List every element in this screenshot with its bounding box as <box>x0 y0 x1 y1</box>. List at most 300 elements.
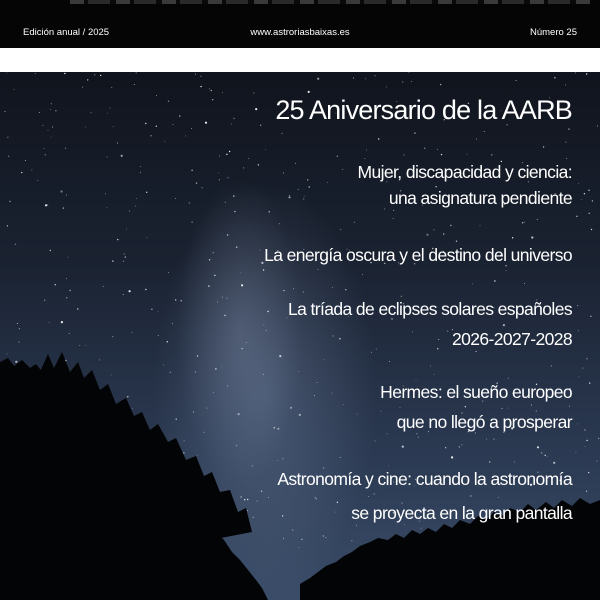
star <box>197 455 198 456</box>
star <box>94 74 95 75</box>
star <box>253 517 254 518</box>
star <box>52 127 53 128</box>
star <box>277 428 279 430</box>
star <box>389 361 390 362</box>
star <box>151 309 152 310</box>
star <box>402 82 403 83</box>
star <box>140 172 141 173</box>
star <box>537 446 539 448</box>
star <box>164 141 165 142</box>
star <box>298 371 299 372</box>
star <box>472 283 473 284</box>
star <box>402 446 404 448</box>
star <box>301 539 302 540</box>
star <box>586 73 587 74</box>
star <box>66 278 67 279</box>
headline-line: Hermes: el sueño europeo <box>380 382 572 402</box>
star <box>257 501 258 502</box>
star <box>403 154 404 155</box>
star <box>85 127 86 128</box>
star <box>592 200 593 201</box>
star <box>204 432 205 433</box>
star <box>214 275 215 276</box>
star <box>314 395 315 396</box>
star <box>547 456 548 457</box>
star <box>211 90 212 91</box>
star <box>253 93 254 94</box>
star <box>140 166 141 167</box>
star <box>55 284 56 285</box>
star <box>121 155 123 157</box>
star <box>195 74 196 75</box>
star <box>82 87 83 88</box>
star <box>50 250 51 251</box>
article-headline <box>288 294 572 354</box>
star <box>430 365 431 366</box>
star <box>189 203 190 204</box>
star <box>175 198 176 199</box>
star <box>263 374 264 375</box>
star <box>586 358 587 359</box>
star <box>596 461 597 462</box>
star <box>332 393 333 394</box>
star <box>209 88 210 89</box>
star <box>578 376 579 377</box>
star <box>196 182 197 183</box>
star <box>66 297 67 298</box>
star <box>179 115 180 116</box>
star <box>274 427 275 428</box>
star <box>132 332 133 333</box>
edition-label: Edición anual / 2025 <box>23 27 110 38</box>
star <box>176 419 177 420</box>
star <box>156 126 157 127</box>
star <box>366 149 367 150</box>
star <box>279 355 281 357</box>
cropped-header-text <box>70 0 590 4</box>
star <box>218 172 219 173</box>
star <box>414 132 415 133</box>
star <box>224 315 225 316</box>
star <box>332 287 333 288</box>
headline-line: Astronomía y cine: cuando la astronomía <box>277 469 572 489</box>
star <box>327 182 328 183</box>
star <box>229 151 230 152</box>
star <box>317 382 318 383</box>
star <box>516 80 517 81</box>
star <box>172 323 173 324</box>
star <box>112 336 113 337</box>
star <box>167 341 168 342</box>
star <box>219 179 220 180</box>
star <box>243 167 244 168</box>
star <box>9 201 10 202</box>
star <box>317 269 318 270</box>
star <box>125 256 126 257</box>
issue-number: Número 25 <box>530 27 577 38</box>
star <box>117 143 118 144</box>
star <box>493 439 494 440</box>
star <box>247 510 248 511</box>
star <box>105 193 106 194</box>
star <box>265 149 266 150</box>
star <box>589 213 590 214</box>
star <box>480 225 481 226</box>
star <box>357 414 358 415</box>
star <box>290 407 292 409</box>
star <box>50 109 51 110</box>
star <box>576 216 577 217</box>
star <box>282 458 283 459</box>
star <box>308 91 310 93</box>
star <box>134 84 135 85</box>
star <box>146 237 147 238</box>
star <box>279 223 280 224</box>
star <box>60 190 62 192</box>
star <box>222 297 223 298</box>
header-strip <box>0 0 600 48</box>
star <box>545 455 546 456</box>
star <box>269 211 270 212</box>
star <box>85 345 86 346</box>
star <box>7 354 8 355</box>
star <box>283 172 284 173</box>
star <box>578 183 579 184</box>
star <box>156 95 157 96</box>
star <box>476 139 477 140</box>
star <box>7 225 8 226</box>
star <box>202 187 203 188</box>
star <box>68 257 69 258</box>
star <box>100 75 101 76</box>
star <box>565 84 566 85</box>
article-headline <box>358 159 572 211</box>
star <box>255 108 257 110</box>
star <box>200 86 201 87</box>
star <box>266 330 267 331</box>
star <box>582 368 583 369</box>
website-link[interactable]: www.astroriasbaixas.es <box>250 27 350 38</box>
star <box>298 547 299 548</box>
headline-line: La energía oscura y el destino del universo <box>264 245 572 265</box>
star <box>577 424 578 425</box>
star <box>184 440 185 441</box>
star <box>145 289 146 290</box>
star <box>343 404 344 405</box>
star <box>267 311 268 312</box>
star <box>21 172 22 173</box>
star <box>217 302 218 303</box>
star <box>231 123 232 124</box>
star <box>467 154 468 155</box>
star <box>5 111 6 112</box>
star <box>591 229 592 230</box>
star <box>365 78 366 79</box>
star <box>577 305 578 306</box>
star <box>524 222 525 223</box>
star <box>551 365 552 366</box>
star <box>225 202 226 203</box>
star <box>238 413 240 415</box>
star <box>304 196 305 197</box>
star <box>65 148 66 149</box>
star <box>586 491 587 492</box>
star <box>353 78 354 79</box>
star <box>13 89 14 90</box>
star <box>215 368 216 369</box>
star <box>575 72 576 73</box>
star <box>303 292 304 293</box>
star <box>193 412 194 413</box>
white-separator <box>0 48 600 72</box>
star <box>129 290 131 292</box>
star <box>91 112 92 113</box>
star <box>222 92 223 93</box>
star <box>440 84 441 85</box>
star <box>195 371 196 372</box>
star <box>588 472 589 473</box>
star <box>585 446 586 447</box>
star <box>7 137 8 138</box>
star <box>126 228 127 229</box>
star <box>209 259 210 260</box>
star <box>531 236 533 238</box>
star <box>61 321 63 323</box>
star <box>17 323 18 324</box>
star <box>124 254 125 255</box>
star <box>565 142 566 143</box>
star <box>323 535 324 536</box>
star <box>584 193 585 194</box>
star <box>15 244 16 245</box>
star <box>64 73 65 74</box>
star <box>111 87 112 88</box>
star <box>191 222 192 223</box>
star <box>123 294 124 295</box>
star <box>345 289 346 290</box>
cover-title: 25 Aniversario de la AARB <box>275 95 572 125</box>
article-headline <box>380 377 572 437</box>
star <box>260 250 261 251</box>
star <box>205 122 207 124</box>
star <box>219 155 220 156</box>
star <box>49 322 50 323</box>
star <box>117 239 118 240</box>
star <box>233 195 234 196</box>
star <box>434 374 435 375</box>
headline-line: La tríada de eclipses solares españoles <box>287 299 572 319</box>
headline-line: se proyecta en la gran pantalla <box>351 503 572 523</box>
star <box>113 126 114 127</box>
star <box>127 396 128 397</box>
star <box>303 198 304 199</box>
star <box>111 375 112 376</box>
star <box>183 452 184 453</box>
star <box>110 108 111 109</box>
star <box>136 198 137 199</box>
star <box>325 537 326 538</box>
star <box>375 441 376 442</box>
star <box>37 180 38 181</box>
star <box>175 299 176 300</box>
star <box>424 148 425 149</box>
star <box>307 179 308 180</box>
star <box>543 146 544 147</box>
star <box>289 195 290 196</box>
star <box>15 361 17 363</box>
star <box>170 372 171 373</box>
star <box>411 81 412 82</box>
cover-image <box>0 72 600 600</box>
star <box>145 123 146 124</box>
star <box>282 133 283 134</box>
star <box>541 452 542 453</box>
star <box>494 280 495 281</box>
star <box>66 195 67 196</box>
star <box>19 328 20 329</box>
star <box>69 333 70 334</box>
star <box>362 274 363 275</box>
star <box>208 285 209 286</box>
star <box>51 137 52 138</box>
star <box>461 444 462 445</box>
star <box>132 408 133 409</box>
star <box>586 440 587 441</box>
star <box>340 457 341 458</box>
star <box>486 439 487 440</box>
star <box>246 342 247 343</box>
star <box>44 300 45 301</box>
star <box>123 261 124 262</box>
star <box>283 290 284 291</box>
star <box>146 192 147 193</box>
star <box>408 72 409 73</box>
star <box>69 290 70 291</box>
star <box>443 233 444 234</box>
star <box>226 298 227 299</box>
star <box>150 135 151 136</box>
star <box>522 222 523 223</box>
star <box>590 316 591 317</box>
star <box>240 496 241 497</box>
star <box>129 211 130 212</box>
star <box>445 447 446 448</box>
star <box>39 112 40 113</box>
star <box>337 156 338 157</box>
star <box>524 283 525 284</box>
star <box>244 499 245 500</box>
star <box>236 445 237 446</box>
star <box>107 113 108 114</box>
star <box>554 77 555 78</box>
star <box>434 229 435 230</box>
star <box>107 157 108 158</box>
star <box>260 125 261 126</box>
star <box>227 385 228 386</box>
star <box>185 135 186 136</box>
star <box>163 364 164 365</box>
star <box>299 414 301 416</box>
star <box>197 355 198 356</box>
star <box>283 538 284 539</box>
star <box>288 196 290 198</box>
star <box>181 300 182 301</box>
star <box>588 190 589 191</box>
star <box>19 342 20 343</box>
star <box>597 126 598 127</box>
star <box>213 252 214 253</box>
star <box>79 345 80 346</box>
star <box>233 118 234 119</box>
star <box>45 204 47 206</box>
star <box>261 491 262 492</box>
star <box>55 110 56 111</box>
star <box>298 189 299 190</box>
star <box>450 225 451 226</box>
star <box>317 78 319 80</box>
star <box>173 124 174 125</box>
star <box>248 158 249 159</box>
star <box>6 73 7 74</box>
star <box>226 154 227 155</box>
star <box>578 330 579 331</box>
star <box>293 288 294 289</box>
star <box>227 234 228 235</box>
star <box>263 269 264 270</box>
star <box>491 154 492 155</box>
star <box>598 438 599 439</box>
star <box>35 73 36 74</box>
star <box>589 382 590 383</box>
star <box>135 206 136 207</box>
star <box>200 76 201 77</box>
star <box>426 234 428 236</box>
star <box>263 324 264 325</box>
star <box>584 429 585 430</box>
headline-line: 2026-2027-2028 <box>451 329 572 349</box>
star <box>207 408 208 409</box>
star <box>241 348 242 349</box>
star <box>221 366 222 367</box>
star <box>512 237 513 238</box>
star <box>43 148 44 149</box>
star <box>302 539 303 540</box>
star <box>441 154 442 155</box>
star <box>484 131 485 132</box>
star <box>77 308 78 309</box>
star <box>45 154 46 155</box>
star <box>378 138 379 139</box>
star <box>48 130 49 131</box>
star <box>191 170 192 171</box>
star <box>112 260 113 261</box>
star <box>136 72 137 73</box>
star <box>323 359 324 360</box>
star <box>386 86 387 87</box>
star <box>168 272 169 273</box>
star <box>213 392 214 393</box>
star <box>158 311 159 312</box>
star <box>25 160 26 161</box>
star <box>103 286 104 287</box>
star <box>241 284 243 286</box>
star <box>575 452 576 453</box>
star <box>342 169 343 170</box>
star <box>375 75 376 76</box>
headline-line: Mujer, discapacidad y ciencia: <box>357 162 572 182</box>
star <box>247 499 248 500</box>
article-headline <box>277 462 572 530</box>
